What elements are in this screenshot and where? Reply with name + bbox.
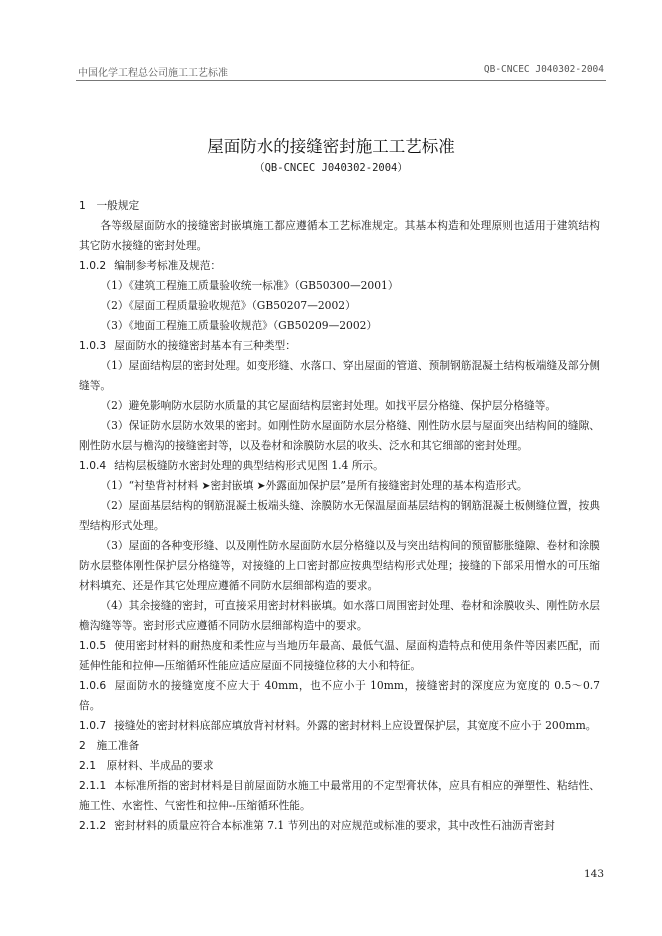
running-header — [78, 64, 604, 78]
document-body — [79, 196, 600, 836]
reference-item-3: （3）《地面工程施工质量验收规范》（GB50209—2002） — [100, 319, 378, 332]
page-number: 143 — [583, 868, 604, 880]
clause-number: 1.0.4 — [79, 459, 107, 472]
type-item-1: （1）屋面结构层的密封处理。如变形缝、水落口、穿出屋面的管道、预制钢筋混凝土结构板端缝及部分侧缝等。 — [79, 359, 600, 392]
section-1-heading: 1 一般规定 — [79, 199, 140, 212]
clause-number: 1.0.5 — [79, 639, 107, 652]
clause-text: 屋面防水的接缝宽度不应大于 40mm，也不应小于 10mm，接缝密封的深度应为宽度的 0.5～0.7 倍。 — [79, 679, 600, 712]
type-item-3: （3）保证防水层防水效果的密封。如刚性防水屋面防水层分格缝、刚性防水层与屋面突出结构间的缝隙、刚性防水层与檐沟的接缝密封等，以及卷材和涂膜防水层的收头、泛水和其它细部的密封处理。 — [79, 419, 600, 452]
form-item-1: （1）“衬垫背衬材料 ➤密封嵌填 ➤外露面加保护层”是所有接缝密封处理的基本构造形式。 — [100, 479, 528, 492]
clause-1-0-2 — [79, 256, 600, 276]
clause-1-0-4 — [79, 456, 600, 476]
clause-text: 屋面防水的接缝密封基本有三种类型： — [114, 339, 296, 352]
clause-1-0-5 — [79, 636, 600, 676]
clause-number: 1.0.7 — [79, 719, 107, 732]
document-code: （QB-CNCEC J040302-2004） — [254, 162, 408, 174]
form-item-2: （2）屋面基层结构的钢筋混凝土板端头缝、涂膜防水无保温屋面基层结构的钢筋混凝土板侧缝位置，按典型结构形式处理。 — [79, 499, 600, 532]
clause-number: 1.0.6 — [79, 679, 107, 692]
document-title: 屋面防水的接缝密封施工工艺标准 — [207, 137, 455, 156]
clause-1-0-6 — [79, 676, 600, 716]
clause-number: 1.0.3 — [79, 339, 107, 352]
clause-text: 结构层板缝防水密封处理的典型结构形式见图 1.4 所示。 — [114, 459, 384, 472]
section-2-heading: 2 施工准备 — [79, 739, 140, 752]
clause-number: 2.1.1 — [79, 779, 107, 792]
form-item-3: （3）屋面的各种变形缝、以及刚性防水屋面防水层分格缝以及与突出结构间的预留膨胀缝隙、卷材和涂膜防水层整体刚性保护层分格缝等，对接缝的上口密封都应按典型结构形式处理；接缝的下部采用憎水的可压缩材料填充、还是作其它处理应遵循不同防水层细部构造的要求。 — [79, 539, 600, 592]
clause-2-1-1 — [79, 776, 600, 816]
header-rule — [76, 80, 606, 81]
clause-1-0-7 — [79, 716, 600, 736]
clause-text: 编制参考标准及规范： — [114, 259, 222, 272]
header-left: 中国化学工程总公司施工工艺标准 — [78, 68, 228, 79]
type-item-2: （2）避免影响防水层防水质量的其它屋面结构层密封处理。如找平层分格缝、保护层分格缝等。 — [100, 399, 557, 412]
clause-text: 本标准所指的密封材料是目前屋面防水施工中最常用的不定型膏状体，应具有相应的弹塑性、粘结性、施工性、水密性、气密性和拉伸--压缩循环性能。 — [79, 779, 600, 812]
header-right: QB-CNCEC J040302-2004 — [483, 64, 604, 75]
paragraph-1-0-1: 各等级屋面防水的接缝密封嵌填施工都应遵循本工艺标准规定。其基本构造和处理原则也适用于建筑结构其它防水接缝的密封处理。 — [79, 219, 600, 252]
clause-1-0-3 — [79, 336, 600, 356]
form-item-4: （4）其余接缝的密封，可直接采用密封材料嵌填。如水落口周围密封处理、卷材和涂膜收头、刚性防水层檐沟缝等等。密封形式应遵循不同防水层细部构造中的要求。 — [79, 599, 600, 632]
clause-text: 接缝处的密封材料底部应填放背衬材料。外露的密封材料上应设置保护层，其宽度不应小于 200mm。 — [114, 719, 597, 732]
clause-text: 密封材料的质量应符合本标准第 7.1 节列出的对应规范或标准的要求，其中改性石油沥青密封 — [114, 819, 555, 832]
clause-2-1-2 — [79, 816, 600, 836]
clause-number: 2.1.2 — [79, 819, 107, 832]
reference-item-2: （2）《屋面工程质量验收规范》（GB50207—2002） — [100, 299, 356, 312]
clause-number: 1.0.2 — [79, 259, 107, 272]
clause-text: 使用密封材料的耐热度和柔性应与当地历年最高、最低气温、屋面构造特点和使用条件等因素匹配，而延伸性能和拉伸—压缩循环性能应适应屋面不同接缝位移的大小和特征。 — [79, 639, 600, 672]
reference-item-1: （1）《建筑工程施工质量验收统一标准》（GB50300—2001） — [100, 279, 399, 292]
subsection-2-1-heading: 2.1 原材料、半成品的要求 — [79, 759, 214, 772]
